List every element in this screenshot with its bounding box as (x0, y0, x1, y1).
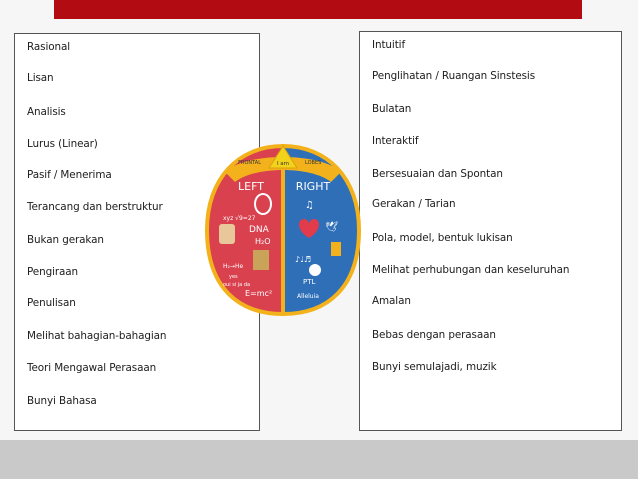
alleluia-text: Alleluia (297, 293, 319, 300)
i-am-label: I am (276, 161, 290, 167)
left-label: LEFT (238, 180, 264, 193)
right-item: Bebas dengan perasaan (372, 329, 496, 341)
h2o-text: H₂O (255, 237, 271, 246)
right-brain-list (359, 31, 622, 431)
left-item: Teori Mengawal Perasaan (27, 362, 157, 374)
right-item: Bersesuaian dan Spontan (372, 168, 503, 180)
lobes-label: LOBES (305, 160, 322, 166)
right-item: Amalan (372, 295, 411, 307)
right-item: Intuitif (372, 39, 406, 51)
right-item: Bunyi semulajadi, muzik (372, 361, 497, 373)
drum-icon (309, 264, 321, 276)
music-note-icon: ♫ (305, 200, 314, 211)
organ-pipes-icon (253, 250, 269, 270)
oui-text: oui si ja da (223, 282, 251, 288)
frontal-label: FRONTAL (238, 160, 261, 166)
right-item: Penglihatan / Ruangan Sinstesis (372, 70, 536, 82)
right-item: Pola, model, bentuk lukisan (372, 232, 513, 244)
left-item: Terancang dan berstruktur (27, 201, 163, 213)
music-notation-icon: ♪♩♬ (295, 255, 312, 264)
dove-icon: 🕊 (325, 222, 338, 233)
right-item: Interaktif (372, 135, 419, 147)
left-item: Lurus (Linear) (27, 138, 98, 150)
header-bar (54, 0, 582, 19)
left-item: Bukan gerakan (27, 234, 104, 246)
reaction-text: H₂→He (223, 263, 244, 270)
left-item: Lisan (27, 72, 54, 84)
ptl-text: PTL (303, 278, 316, 286)
left-item: Rasional (27, 41, 71, 53)
left-item: Melihat bahagian-bahagian (27, 330, 167, 342)
tablets-icon (219, 224, 235, 244)
left-item: Pasif / Menerima (27, 169, 112, 181)
right-item: Gerakan / Tarian (372, 198, 456, 210)
left-item: Bunyi Bahasa (27, 395, 97, 407)
left-item: Penulisan (27, 297, 76, 309)
right-label: RIGHT (295, 180, 331, 193)
formula-text: xyz √9=27 (223, 215, 256, 222)
emc-text: E=mc² (245, 289, 273, 298)
yes-text: yes (229, 274, 238, 280)
right-item: Bulatan (372, 103, 412, 115)
left-item: Analisis (27, 106, 66, 118)
chalice-icon (331, 242, 341, 256)
dna-text: DNA (249, 225, 269, 235)
brain-illustration (199, 138, 367, 322)
left-item: Pengiraan (27, 266, 79, 278)
right-item: Melihat perhubungan dan keseluruhan (372, 264, 570, 276)
